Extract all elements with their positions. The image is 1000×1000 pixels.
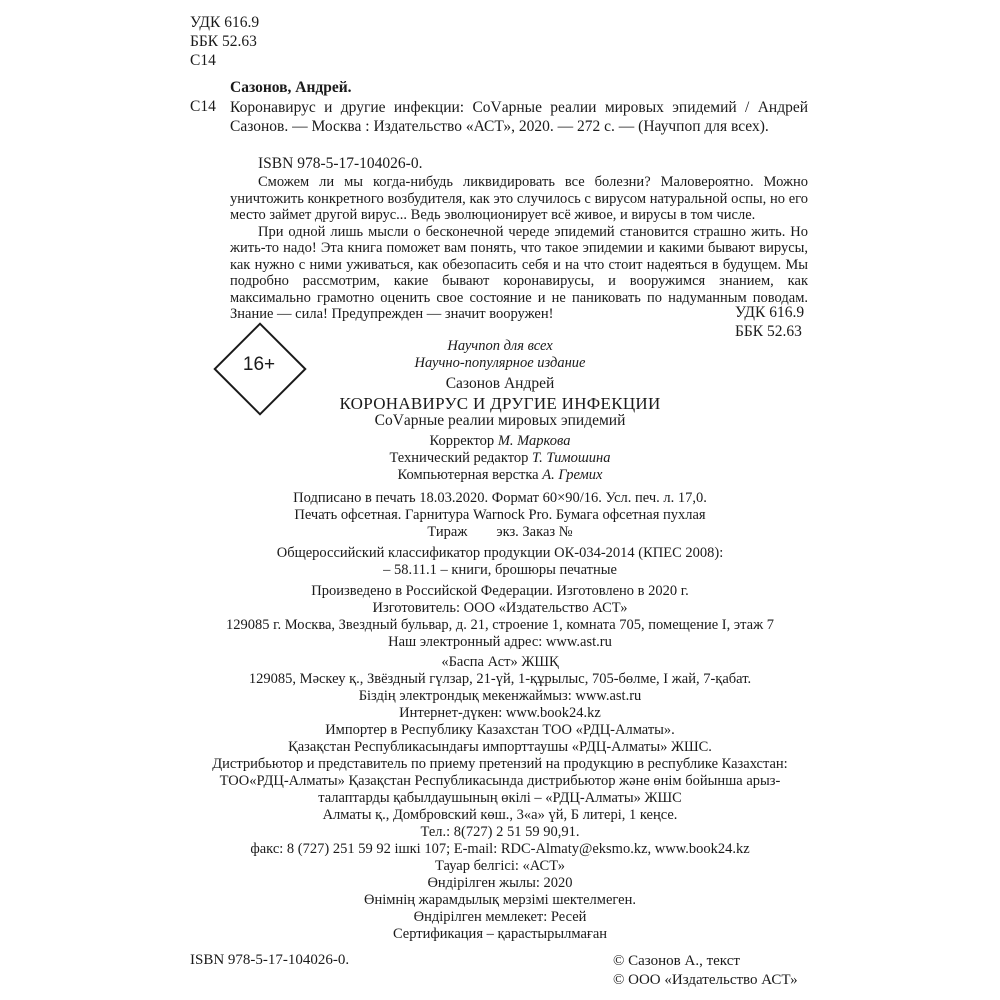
manufacturer-line: Изготовитель: ООО «Издательство АСТ»: [372, 600, 628, 616]
udk-code: УДК 616.9: [735, 304, 805, 321]
right-classification-codes: [735, 303, 804, 341]
email-line: Наш электронный адрес: www.ast.ru: [388, 634, 612, 650]
layout-line: [190, 467, 810, 484]
imprint-author: Сазонов Андрей: [445, 375, 555, 392]
classifier-line: Общероссийский классификатор продукции ОК-034-2014 (КПЕС 2008):: [276, 545, 724, 561]
copyright-publisher: © ООО «Издательство АСТ»: [613, 972, 798, 988]
imprint: [190, 338, 810, 943]
catalog-description: Коронавирус и другие инфекции: CoVарные реалии мировых эпидемий / Андрей Сазонов. — Москва : Издательство «АСТ», 2020. — 272 с. — (Научпоп для всех).: [230, 99, 808, 135]
kz-email-line: Біздің электрондық мекенжаймыз: www.ast.ru: [358, 688, 642, 704]
annotation-paragraph: При одной лишь мысли о бесконечной череде эпидемий становится страшно жить. Но жить-то надо! Эта книга поможет вам понять, что такое эпидемии и какими бывают вирусы, как нужно с ними уживаться, как обезопасить себя и на что стоит надеяться в будущем. Мы подробно рассмотрим, какие бывают коронавирусы, и вооружимся знанием, как максимально грамотно оценить свое состояние и не паниковать по надуманным поводам. Знание — сила! Предупрежден — значит вооружен!: [230, 223, 808, 322]
distributor-ru-line: Дистрибьютор и представитель по приему претензий на продукцию в республике Казахстан:: [212, 756, 788, 772]
made-in-line: Произведено в Российской Федерации. Изготовлено в 2020 г.: [311, 583, 689, 599]
tech-editor-line: [190, 450, 810, 467]
corrector-line: [190, 433, 810, 450]
fax-line: факс: 8 (727) 251 59 92 ішкі 107; E-mail: RDC-Almaty@eksmo.kz, www.book24.kz: [250, 841, 750, 857]
classification-codes: [190, 13, 259, 70]
footer-isbn: ISBN 978-5-17-104026-0.: [190, 952, 350, 968]
prod-year-line: Өндірілген жылы: 2020: [427, 875, 573, 891]
kz-shop-line: Интернет-дүкен: www.book24.kz: [399, 705, 601, 721]
kz-address-line: 129085, Мәскеу қ., Звёздный гүлзар, 21-үй, 1-құрылыс, 705-бөлме, I жай, 7-қабат.: [248, 671, 752, 687]
certification-line: Сертификация – қарастырылмаған: [392, 926, 608, 942]
print-line: Печать офсетная. Гарнитура Warnock Pro. Бумага офсетная пухлая: [294, 507, 706, 523]
age-rating-label: 16+: [242, 354, 276, 375]
layout-label: Компьютерная верстка: [397, 467, 539, 483]
catalog-isbn: ISBN 978-5-17-104026-0.: [258, 155, 423, 172]
bbk-code: ББК 52.63: [190, 33, 257, 50]
signed-line: Подписано в печать 18.03.2020. Формат 60×90/16. Усл. печ. л. 17,0.: [293, 490, 707, 506]
catalog-code: С14: [190, 98, 216, 115]
almaty-address-line: Алматы қ., Домбровский көш., 3«а» үй, Б литері, 1 кеңсе.: [322, 807, 678, 823]
annotation-paragraph: Сможем ли мы когда-нибудь ликвидировать все болезни? Маловероятно. Можно уничтожить конкретного возбудителя, как это случилось с вирусом натуральной оспы, но его место займет другой вирус... Ведь эволюционирует всё живое, и вирусы в том числе.: [230, 174, 808, 223]
kz-publisher-line: «Баспа Аст» ЖШҚ: [441, 654, 559, 670]
classifier-line: – 58.11.1 – книги, брошюры печатные: [383, 562, 617, 578]
series-name: Научпоп для всех: [447, 338, 553, 354]
validity-line: Өнімнің жарамдылық мерзімі шектелмеген.: [364, 892, 636, 908]
trademark-line: Тауар белгісі: «АСТ»: [435, 858, 565, 874]
corrector-name: М. Маркова: [497, 433, 571, 449]
run-line: Тираж экз. Заказ №: [427, 524, 573, 540]
country-line: Өндірілген мемлекет: Ресей: [413, 909, 587, 925]
udk-code: УДК 616.9: [190, 14, 260, 31]
distributor-ru-line-2: ТОО«РДЦ-Алматы» Қазақстан Республикасында дистрибьютор және өнім бойынша арыз-: [219, 773, 781, 789]
tech-editor-label: Технический редактор: [389, 450, 529, 466]
phone-line: Тел.: 8(727) 2 51 59 90,91.: [420, 824, 580, 840]
copyright-text: © Сазонов А., текст: [613, 953, 740, 969]
book-title: КОРОНАВИРУС И ДРУГИЕ ИНФЕКЦИИ: [339, 394, 661, 413]
bbk-code: ББК 52.63: [735, 323, 802, 340]
annotation: [230, 174, 808, 323]
corrector-label: Корректор: [429, 433, 495, 449]
importer-ru-line: Импортер в Республику Казахстан ТОО «РДЦ-Алматы».: [325, 722, 675, 738]
address-line: 129085 г. Москва, Звездный бульвар, д. 21, строение 1, комната 705, помещение I, этаж 7: [226, 617, 774, 633]
importer-kz-line: Қазақстан Республикасындағы импорттаушы «РДЦ-Алматы» ЖШС.: [288, 739, 712, 755]
genre: Научно-популярное издание: [414, 355, 586, 371]
catalog-author-heading: Сазонов, Андрей.: [230, 79, 352, 96]
footer-copyright: [613, 952, 798, 990]
layout-name: А. Гремих: [542, 467, 603, 483]
book-subtitle: CoVарные реалии мировых эпидемий: [374, 412, 626, 429]
tech-editor-name: Т. Тимошина: [531, 450, 611, 466]
distributor-kz-line: талаптарды қабылдаушының өкілі – «РДЦ-Алматы» ЖШС: [318, 790, 682, 806]
author-code: С14: [190, 52, 216, 69]
